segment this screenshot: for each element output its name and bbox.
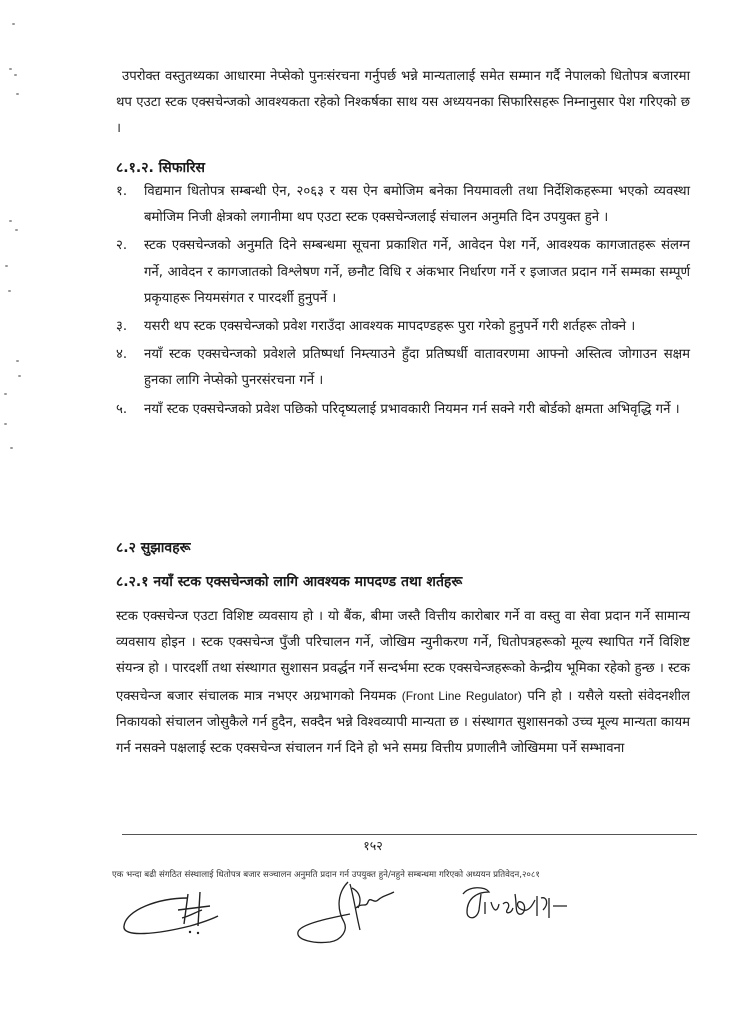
- list-item: [116, 233, 690, 312]
- scan-speck: [5, 265, 8, 267]
- body-paragraph-part1: स्टक एक्सचेन्ज एउटा विशिष्ट व्यवसाय हो । यो बैंक, बीमा जस्तै वित्तीय कारोबार गर्ने वा वस्तु वा सेवा प्रदान गर्ने सामान्य व्यवसाय होइन । स्टक एक्सचेन्ज पुँजी परिचालन गर्ने, जोखिम न्युनीकरण गर्ने, धितोपत्रहरूको मूल्य स्थापित गर्ने विशिष्ट संयन्त्र हो । पारदर्शी तथा संस्थागत सुशासन प्रवर्द्धन गर्ने सन्दर्भमा स्टक एक्सचेन्जहरूको केन्द्रीय भूमिका रहेको हुन्छ । स्टक एक्सचेन्ज बजार संचालक मात्र नभएर अग्रभागको नियमक: [116, 609, 690, 704]
- scan-speck: [9, 220, 12, 222]
- scan-speck: [16, 360, 19, 362]
- list-item-number: ३.: [116, 319, 128, 335]
- scan-speck: [8, 290, 11, 292]
- list-item: [116, 179, 690, 231]
- section-heading-suggestions: ८.२ सुझावहरू: [116, 540, 191, 556]
- scan-speck: [14, 74, 17, 76]
- page-number: १५२: [363, 838, 383, 853]
- scan-speck: [10, 447, 13, 449]
- body-paragraph-part2: पनि हो । यसैले यस्तो संवेदनशील निकायको संचालन जोसुकैले गर्न हुदैन, सक्दैन भन्ने विश्वव्यापी मान्यता छ । संस्थागत सुशासनको उच्च मूल्य मान्यता कायम गर्न नसक्ने पक्षलाई स्टक एक्सचेन्ज संचालन गर्न दिने हो भने समग्र वित्तीय प्रणालीनै जोखिममा पर्ने सम्भावना: [116, 688, 690, 757]
- list-item-text: यसरी थप स्टक एक्सचेन्जको प्रवेश गराउँदा आवश्यक मापदण्डहरू पुरा गरेको हुनुपर्ने गरी शर्तहरू तोक्ने ।: [144, 319, 636, 335]
- list-item-text: विद्यमान धितोपत्र सम्बन्धी ऐन, २०६३ र यस ऐन बमोजिम बनेका नियमावली तथा निर्देशिकहरूमा भएको व्यवस्था बमोजिम निजी क्षेत्रको लगानीमा थप एउटा स्टक एक्सचेन्जलाई संचालन अनुमति दिन उपयुक्त हुने ।: [144, 184, 690, 226]
- subsection-heading-criteria: ८.२.१ नयाँ स्टक एक्सचेन्जको लागि आवश्यक मापदण्ड तथा शर्तहरू: [116, 574, 463, 590]
- list-item-text: स्टक एक्सचेन्जको अनुमति दिने सम्बन्धमा सूचना प्रकाशित गर्ने, आवेदन पेश गर्ने, आवश्यक कागजातहरू संलग्न गर्ने, आवेदन र कागजातको विश्लेषण गर्ने, छनौट विधि र अंकभार निर्धारण गर्ने र इजाजत प्रदान गर्ने सम्मका सम्पूर्ण प्रकृयाहरू नियमसंगत र पारदर्शी हुनुपर्ने ।: [144, 238, 690, 306]
- body-paragraph-english-term: (Front Line Regulator): [401, 688, 522, 703]
- signature-3: [455, 880, 575, 930]
- list-item-number: १.: [116, 184, 128, 199]
- list-item: [116, 314, 690, 340]
- list-item: [116, 342, 690, 394]
- recommendations-list: [116, 179, 690, 425]
- list-item: [116, 397, 690, 423]
- list-item-number: २.: [116, 238, 128, 254]
- list-item-text: नयाँ स्टक एक्सचेन्जको प्रवेश पछिको परिदृष्यलाई प्रभावकारी नियमन गर्न सक्ने गरी बोर्डको क्षमता अभिवृद्धि गर्ने ।: [144, 401, 680, 417]
- scan-speck: [15, 229, 18, 231]
- signature-2-drawing: [290, 878, 400, 948]
- list-item-number: ५.: [116, 401, 128, 417]
- signature-1: [118, 888, 228, 943]
- scan-speck: [4, 423, 7, 425]
- signature-1-drawing: [118, 888, 228, 943]
- footer-report-title: एक भन्दा बढी संगठित संस्थालाई धितोपत्र बजार सञ्चालन अनुमति प्रदान गर्न उपयुक्त हुने/नहुने सम्बन्धमा गरिएको अध्ययन प्रतिवेदन,२०८१: [112, 870, 540, 880]
- section-heading-recommendations: ८.१.२. सिफारिस: [116, 160, 205, 176]
- body-paragraph: [116, 604, 690, 762]
- scan-speck: [18, 375, 21, 377]
- footer-divider: [122, 834, 697, 835]
- signature-2: [290, 878, 400, 948]
- scan-speck: [16, 93, 19, 95]
- scan-speck: [12, 23, 15, 25]
- signature-3-drawing: [455, 880, 575, 930]
- list-item-number: ४.: [116, 347, 128, 363]
- intro-paragraph: उपरोक्त वस्तुतथ्यका आधारमा नेप्सेको पुनःसंरचना गर्नुपर्छ भन्ने मान्यतालाई समेत सम्मान गर्दै नेपालको धितोपत्र बजारमा थप एउटा स्टक एक्सचेन्जको आवश्यकता रहेको निश्कर्षका साथ यस अध्ययनका सिफारिसहरू निम्नानुसार पेश गरिएको छ ।: [116, 69, 690, 137]
- scan-speck: [9, 68, 12, 70]
- list-item-text: नयाँ स्टक एक्सचेन्जको प्रवेशले प्रतिष्पर्धा निम्त्याउने हुँदा प्रतिष्पर्धी वातावरणमा आफ्नो अस्तित्व जोगाउन सक्षम हुनका लागि नेप्सेको पुनरसंरचना गर्ने ।: [144, 347, 690, 389]
- scan-speck: [4, 393, 7, 395]
